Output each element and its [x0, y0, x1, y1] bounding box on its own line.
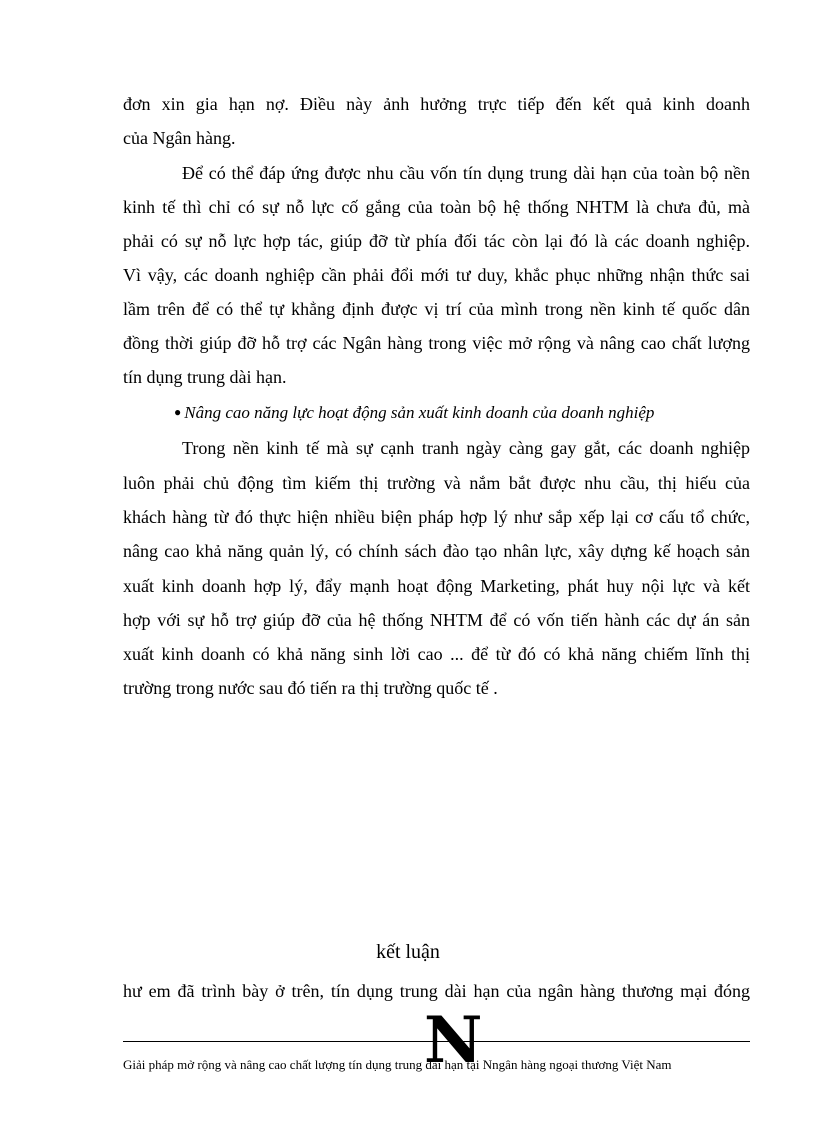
paragraph-line: lầm trên để có thể tự khẳng định được vị trí của mình trong nền kinh tế quốc dân	[123, 299, 750, 319]
paragraph-line: Trong nền kinh tế mà sự cạnh tranh ngày càng gay gắt, các doanh nghiệp	[182, 438, 750, 458]
paragraph-line: nâng cao khả năng quản lý, có chính sách đào tạo nhân lực, xây dựng kế hoạch sản	[123, 541, 750, 561]
paragraph-line: phải có sự nỗ lực hợp tác, giúp đỡ từ phía đối tác còn lại đó là các doanh nghiệp.	[123, 231, 750, 251]
bullet-icon: ●	[174, 405, 182, 419]
paragraph-line: luôn phải chủ động tìm kiếm thị trường và nắm bắt được nhu cầu, thị hiếu của	[123, 473, 750, 493]
paragraph-line: xuất kinh doanh hợp lý, đẩy mạnh hoạt động Marketing, phát huy nội lực và kết	[123, 576, 750, 596]
paragraph-line: của Ngân hàng.	[123, 128, 236, 148]
paragraph-line: Để có thể đáp ứng được nhu cầu vốn tín dụng trung dài hạn của toàn bộ nền	[182, 163, 750, 183]
paragraph-line: kinh tế thì chỉ có sự nỗ lực cố gắng của toàn bộ hệ thống NHTM là chưa đủ, mà	[123, 197, 750, 217]
paragraph-line: trường trong nước sau đó tiến ra thị trường quốc tế .	[123, 678, 498, 698]
paragraph-line: Vì vậy, các doanh nghiệp cần phải đổi mới tư duy, khắc phục những nhận thức sai	[123, 265, 750, 285]
conclusion-first-line: hư em đã trình bày ở trên, tín dụng trung dài hạn của ngân hàng thương mại đóng	[123, 981, 750, 1001]
paragraph-line: tín dụng trung dài hạn.	[123, 367, 287, 387]
bullet-heading	[174, 401, 801, 426]
section-heading: kết luận	[376, 941, 440, 963]
paragraph-line: khách hàng từ đó thực hiện nhiều biện pháp hợp lý như sắp xếp lại cơ cấu tổ chức,	[123, 507, 750, 527]
paragraph-line: đơn xin gia hạn nợ. Điều này ảnh hưởng trực tiếp đến kết quả kinh doanh	[123, 94, 750, 114]
bullet-text: Nâng cao năng lực hoạt động sản xuất kinh doanh của doanh nghiệp	[184, 403, 655, 422]
paragraph-line: đồng thời giúp đỡ hỗ trợ các Ngân hàng trong việc mở rộng và nâng cao chất lượng	[123, 333, 750, 353]
dropcap-letter: N	[424, 1003, 483, 1078]
paragraph-line: hợp với sự hỗ trợ giúp đỡ của hệ thống NHTM để có vốn tiến hành các dự án sản	[123, 610, 750, 630]
paragraph-line: xuất kinh doanh có khả năng sinh lời cao ... để từ đó có khả năng chiếm lĩnh thị	[123, 644, 750, 664]
footer-text: Giải pháp mở rộng và nâng cao chất lượng tín dụng trung dài hạn tại Nngân hàng ngoại thương Việt Nam	[123, 1057, 672, 1072]
